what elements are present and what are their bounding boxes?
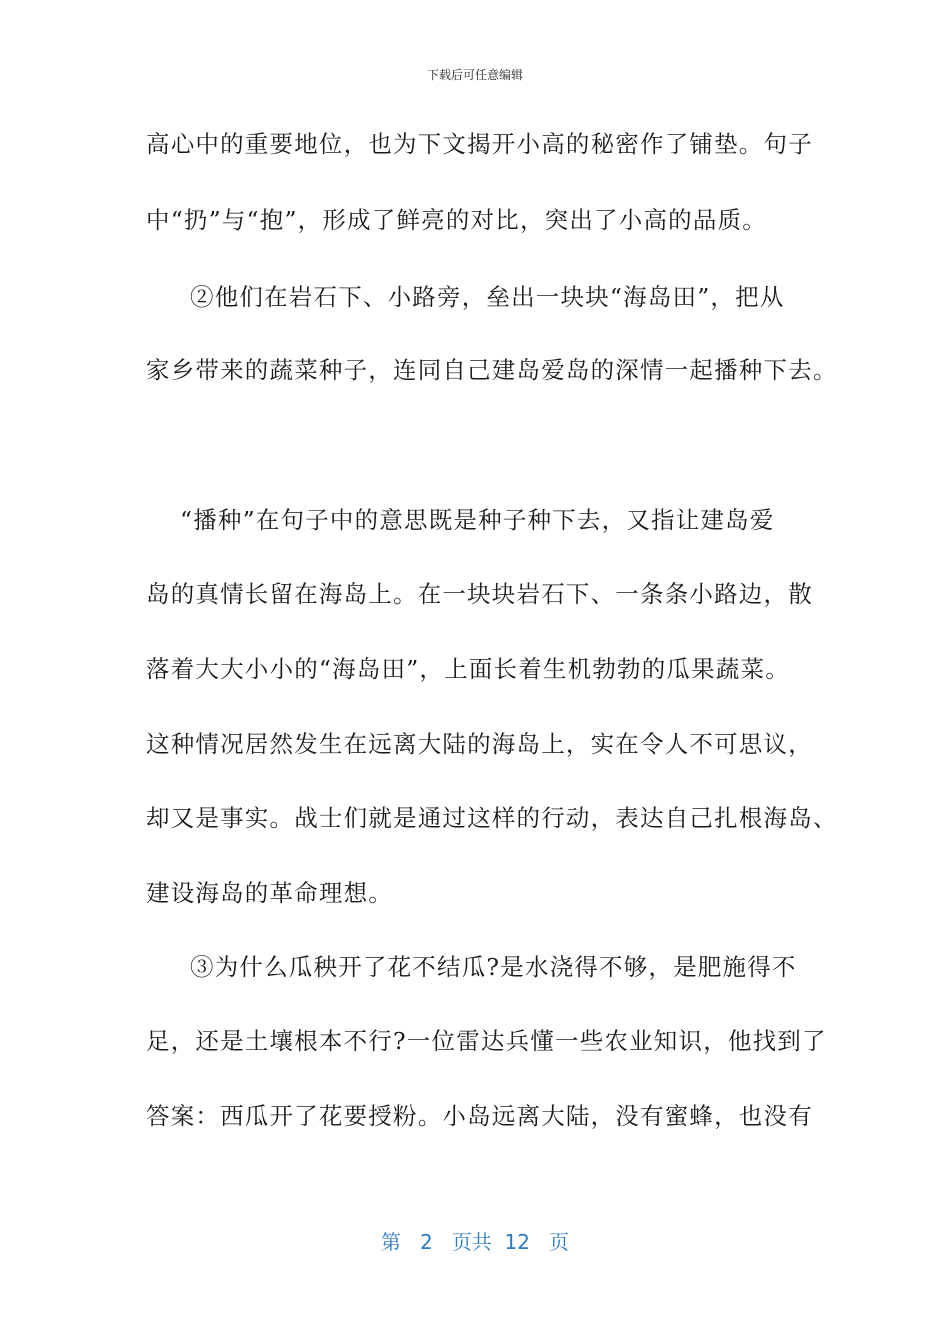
paragraph-line: 岛的真情长留在海岛上。在一块块岩石下、一条条小路边，散 [146, 580, 813, 608]
paragraph-line: 落着大大小小的“海岛田”，上面长着生机勃勃的瓜果蔬菜。 [146, 655, 790, 683]
total-pages: 12 [504, 1230, 530, 1254]
page-footer [0, 1226, 950, 1255]
page-label-prefix: 第 [380, 1230, 401, 1254]
page-label-suffix: 页 [549, 1230, 570, 1254]
paragraph-line: 家乡带来的蔬菜种子，连同自己建岛爱岛的深情一起播种下去。 [146, 356, 838, 384]
page-number: 2 [420, 1230, 433, 1254]
paragraph-line: 高心中的重要地位，也为下文揭开小高的秘密作了铺垫。句子 [146, 130, 813, 158]
paragraph-line: 却又是事实。战士们就是通过这样的行动，表达自己扎根海岛、 [146, 804, 838, 832]
page-label-middle: 页共 [451, 1230, 492, 1254]
page-header: 下载后可任意编辑 [426, 68, 523, 82]
paragraph-line: ②他们在岩石下、小路旁，垒出一块块“海岛田”，把从 [190, 283, 785, 311]
paragraph-line: ③为什么瓜秧开了花不结瓜?是水浇得不够，是肥施得不 [190, 953, 797, 981]
paragraph-line: 答案：西瓜开了花要授粉。小岛远离大陆，没有蜜蜂，也没有 [146, 1102, 813, 1130]
paragraph-line: 中“扔”与“抱”，形成了鲜亮的对比，突出了小高的品质。 [146, 206, 767, 234]
paragraph-line: 足，还是土壤根本不行?一位雷达兵懂一些农业知识，他找到了 [146, 1027, 827, 1055]
paragraph-line: “播种”在句子中的意思既是种子种下去，又指让建岛爱 [180, 506, 775, 534]
paragraph-line: 这种情况居然发生在远离大陆的海岛上，实在令人不可思议， [146, 730, 813, 758]
paragraph-line: 建设海岛的革命理想。 [146, 879, 393, 907]
